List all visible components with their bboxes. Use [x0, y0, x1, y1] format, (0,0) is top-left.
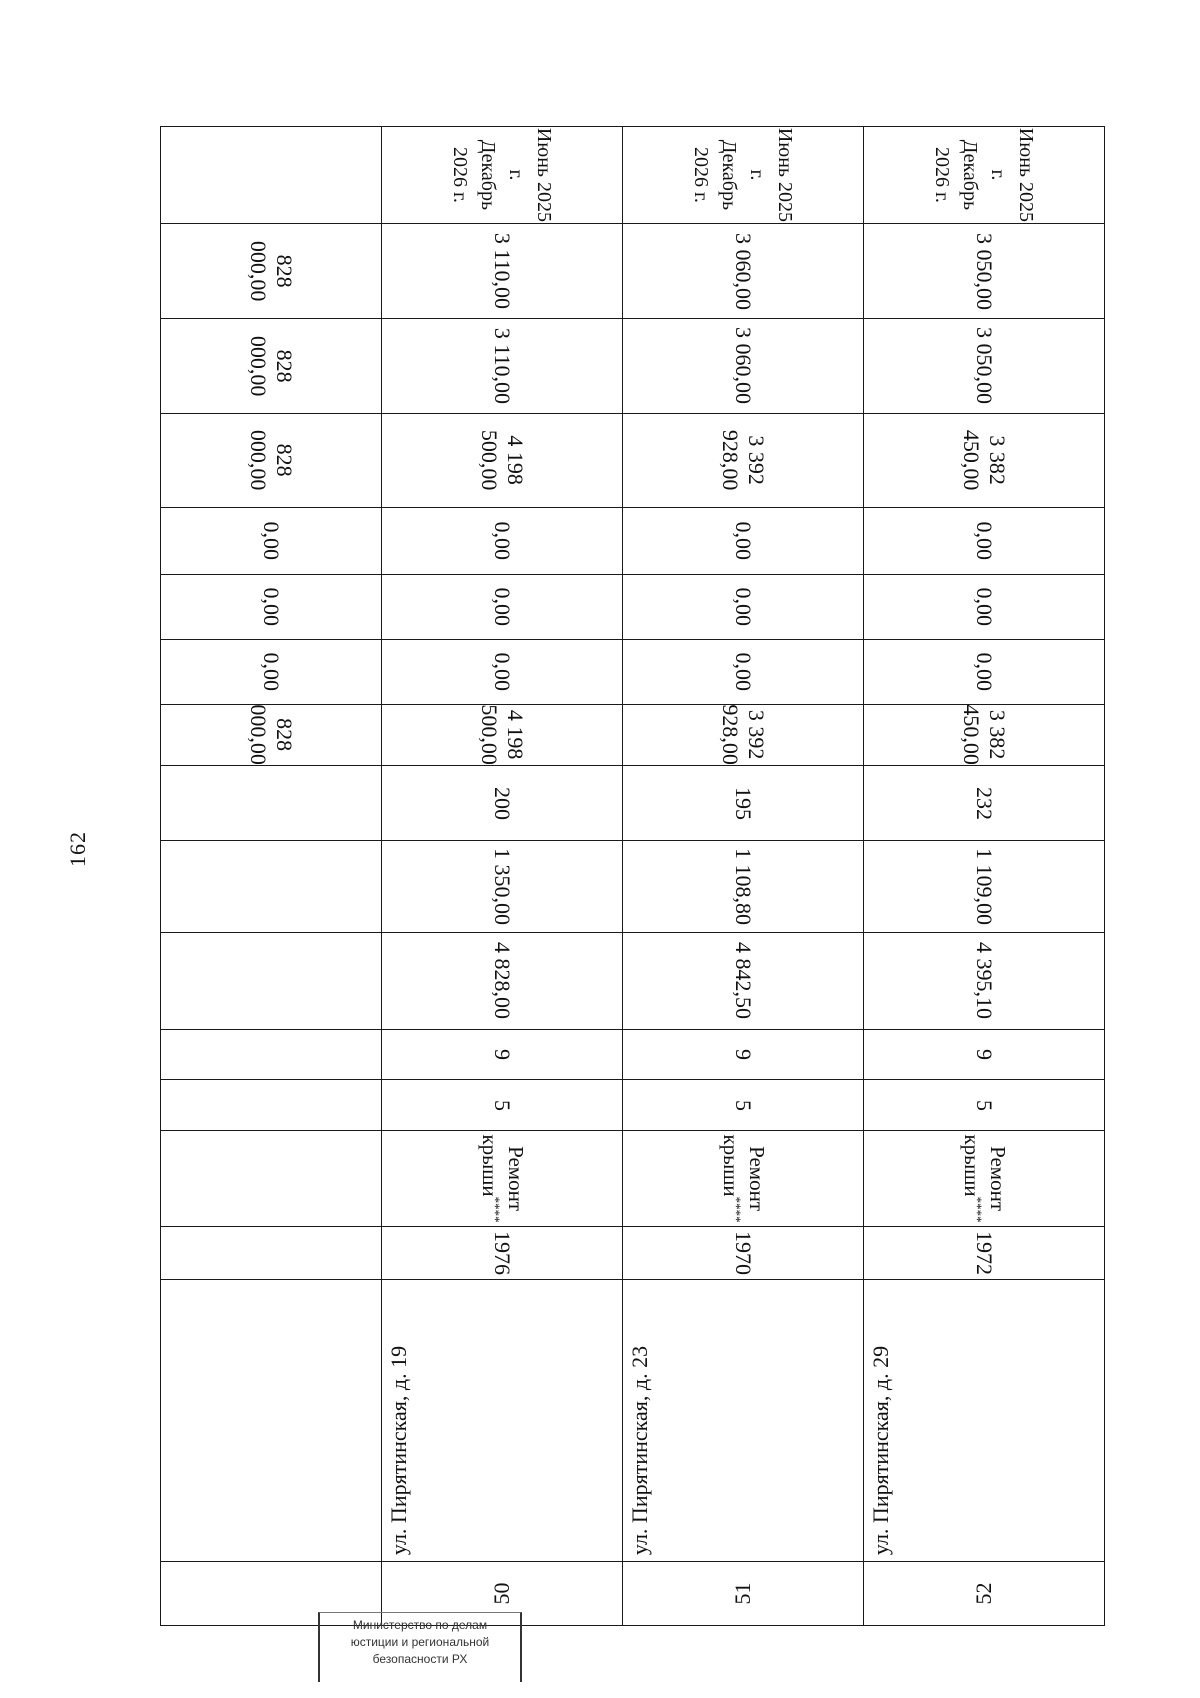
- year-cell: 1970: [623, 1227, 864, 1280]
- total-cost-cell: 3 392 928,00: [623, 704, 864, 766]
- unit-limit-cell: 3 050,00: [864, 224, 1105, 319]
- unit-limit-cell: 3 060,00: [623, 224, 864, 319]
- col6-cell: 9: [864, 1029, 1105, 1080]
- residents-cell: 200: [382, 766, 623, 841]
- work-type-cell: [623, 1131, 864, 1227]
- address-cell: ул. Пирятинская, д. 29: [864, 1279, 1105, 1561]
- area-cell: 4 842,50: [623, 932, 864, 1029]
- residents-cell: 195: [623, 766, 864, 841]
- period-start: Июнь 2025 г.: [746, 127, 796, 223]
- row-number-cell: 50: [382, 1562, 623, 1626]
- address-cell: ул. Пирятинская, д. 23: [623, 1279, 864, 1561]
- totals-unit-cost-cell: 828 000,00: [161, 318, 382, 413]
- address-cell: ул. Пирятинская, д. 19: [382, 1279, 623, 1561]
- row-number-cell: 52: [864, 1562, 1105, 1626]
- period-end: Декабрь 2026 г.: [449, 139, 499, 211]
- period-end: Декабрь 2026 г.: [690, 139, 740, 211]
- owners-funds-cell: 3 392 928,00: [623, 413, 864, 508]
- period-start: Июнь 2025 г.: [505, 127, 555, 223]
- totals-address-cell: [161, 1279, 382, 1561]
- fund-a-cell: 0,00: [623, 639, 864, 704]
- fund-a-cell: 0,00: [864, 639, 1105, 704]
- totals-row: [161, 127, 382, 1626]
- totals-work-type-cell: [161, 1131, 382, 1227]
- schedule-table: [160, 126, 1105, 1626]
- fund-c-cell: 0,00: [623, 508, 864, 574]
- fund-c-cell: 0,00: [382, 508, 623, 574]
- col6-cell: 9: [623, 1029, 864, 1080]
- totals-col5-cell: [161, 1080, 382, 1131]
- area-cell: 4 395,10: [864, 932, 1105, 1029]
- totals-fund-c-cell: 0,00: [161, 508, 382, 574]
- totals-owners-funds-cell: 828 000,00: [161, 413, 382, 508]
- unit-cost-cell: 3 060,00: [623, 318, 864, 413]
- period-cell: [864, 127, 1105, 224]
- totals-period-cell: [161, 127, 382, 224]
- work-type-text: Ремонт крыши: [477, 1134, 528, 1212]
- totals-unit-limit-cell: 828 000,00: [161, 224, 382, 319]
- area-cell: 4 828,00: [382, 932, 623, 1029]
- fund-a-cell: 0,00: [382, 639, 623, 704]
- col5-cell: 5: [864, 1080, 1105, 1131]
- unit-limit-cell: 3 110,00: [382, 224, 623, 319]
- work-type-mark: ****: [969, 1196, 985, 1223]
- work-type-text: Ремонт крыши: [718, 1134, 769, 1212]
- unit-cost-cell: 3 050,00: [864, 318, 1105, 413]
- totals-residents-cell: [161, 766, 382, 841]
- ministry-stamp: [318, 1612, 522, 1682]
- year-cell: 1972: [864, 1227, 1105, 1280]
- stamp-line: безопасности РХ: [372, 1652, 468, 1666]
- table-row: [864, 127, 1105, 1626]
- owners-funds-cell: 3 382 450,00: [864, 413, 1105, 508]
- table-row: [623, 127, 864, 1626]
- col5-cell: 5: [382, 1080, 623, 1131]
- owners-funds-cell: 4 198 500,00: [382, 413, 623, 508]
- period-end: Декабрь 2026 г.: [931, 139, 981, 211]
- period-start: Июнь 2025 г.: [987, 127, 1037, 223]
- row-number-cell: 51: [623, 1562, 864, 1626]
- totals-fund-a-cell: 0,00: [161, 639, 382, 704]
- totals-area-cell: [161, 932, 382, 1029]
- fund-b-cell: 0,00: [623, 574, 864, 639]
- work-type-mark: ****: [487, 1196, 503, 1223]
- col6-cell: 9: [382, 1029, 623, 1080]
- totals-fund-b-cell: 0,00: [161, 574, 382, 639]
- total-cost-cell: 4 198 500,00: [382, 704, 623, 766]
- residents-cell: 232: [864, 766, 1105, 841]
- work-type-cell: [864, 1131, 1105, 1227]
- period-cell: [623, 127, 864, 224]
- totals-total-cost-cell: 828 000,00: [161, 704, 382, 766]
- fund-b-cell: 0,00: [382, 574, 623, 639]
- fund-c-cell: 0,00: [864, 508, 1105, 574]
- stamp-line: юстиции и региональной: [350, 1635, 490, 1649]
- roof-area-cell: 1 108,80: [623, 841, 864, 932]
- work-type-mark: ****: [728, 1196, 744, 1223]
- unit-cost-cell: 3 110,00: [382, 318, 623, 413]
- stamp-line: Министерство по делам: [352, 1618, 488, 1632]
- col5-cell: 5: [623, 1080, 864, 1131]
- work-type-text: Ремонт крыши: [959, 1134, 1010, 1212]
- totals-roof-area-cell: [161, 841, 382, 932]
- period-cell: [382, 127, 623, 224]
- work-type-cell: [382, 1131, 623, 1227]
- roof-area-cell: 1 109,00: [864, 841, 1105, 932]
- fund-b-cell: 0,00: [864, 574, 1105, 639]
- table-row: [382, 127, 623, 1626]
- totals-year-cell: [161, 1227, 382, 1280]
- roof-area-cell: 1 350,00: [382, 841, 623, 932]
- schedule-table-rotated: [160, 126, 1090, 1626]
- page-number: 162: [65, 831, 90, 867]
- total-cost-cell: 3 382 450,00: [864, 704, 1105, 766]
- totals-col6-cell: [161, 1029, 382, 1080]
- year-cell: 1976: [382, 1227, 623, 1280]
